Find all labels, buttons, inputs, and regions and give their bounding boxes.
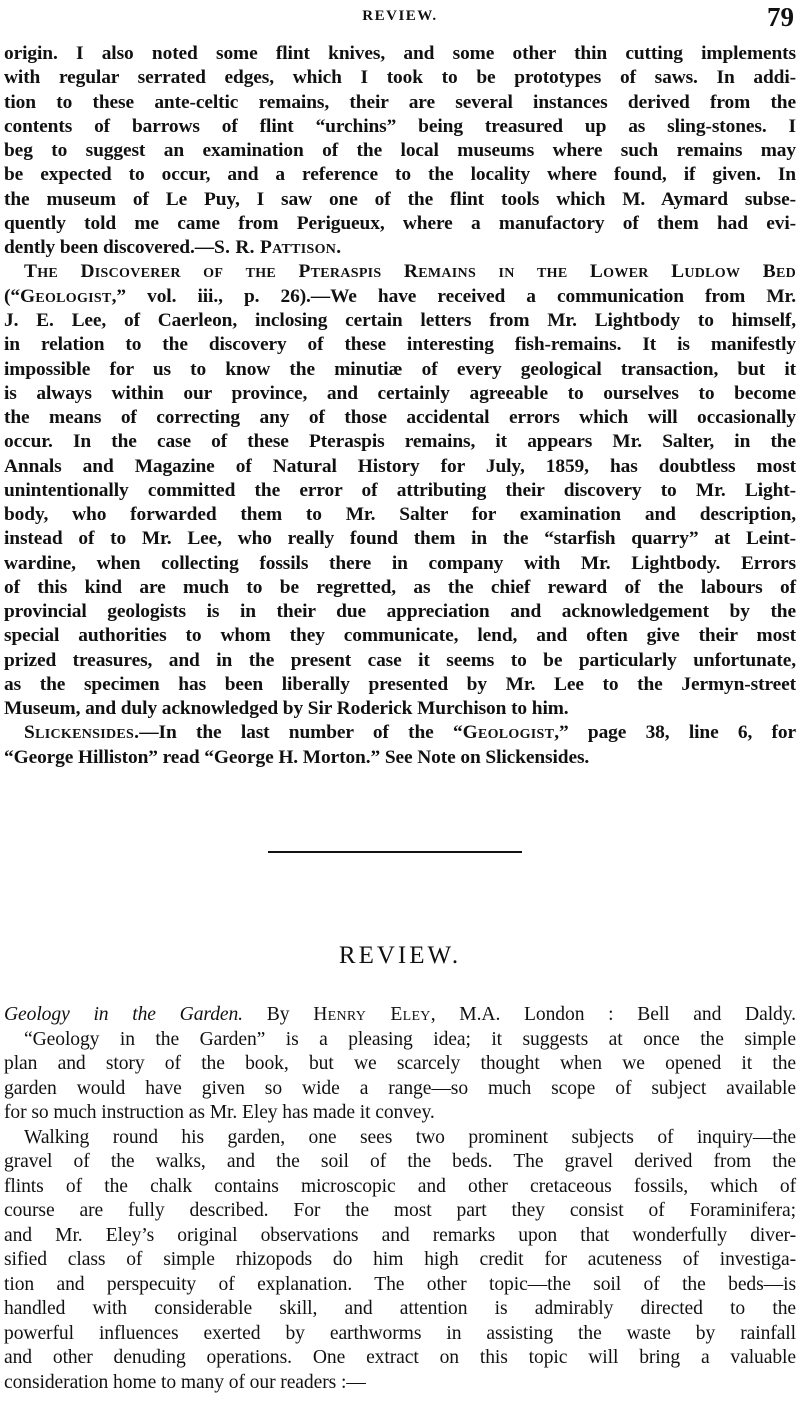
running-title: REVIEW.	[362, 8, 438, 24]
text-line: and other denuding operations. One extract on this topic will bring a valuable	[4, 1347, 796, 1368]
text-line: Walking round his garden, one sees two prominent subjects of inquiry—the	[24, 1127, 796, 1148]
book-citation	[4, 1003, 796, 1027]
section-title: REVIEW.	[338, 942, 462, 969]
text-line: “George Hilliston” read “George H. Morton.” See Note on Slickensides.	[4, 747, 590, 768]
open-quote: (“	[4, 286, 20, 307]
signature-line	[4, 236, 796, 260]
page-number: 79	[767, 2, 794, 32]
section-divider	[268, 851, 522, 853]
text-line: in relation to the discovery of these interesting fish-remains. It is manifestly	[4, 334, 796, 355]
text-line: body, who forwarded them to Mr. Salter for examination and description,	[4, 504, 796, 525]
text-line	[24, 721, 796, 745]
note-heading	[24, 260, 796, 284]
text-line: provincial geologists is in their due appreciation and acknowledgement by the	[4, 601, 796, 622]
text-line: prized treasures, and in the present case it seems to be particularly unfortunate,	[4, 650, 796, 671]
line-rest: ,” page 38, line 6, for	[554, 722, 796, 743]
text-line: plan and story of the book, but we scarcely thought when we opened it the	[4, 1053, 796, 1074]
publisher: London : Bell and Daldy.	[524, 1004, 796, 1025]
text-line: Museum, and duly acknowledged by Sir Roderick Murchison to him.	[4, 698, 569, 719]
pteraspis-heading: The Discoverer of the Pteraspis Remains in the Lower Ludlow Bed	[24, 261, 796, 282]
text-line: is always within our province, and certainly agreeable to ourselves to become	[4, 383, 796, 404]
text-line: special authorities to whom they communicate, lend, and often give their most	[4, 625, 796, 646]
text-line: consideration home to many of our readers :—	[4, 1372, 366, 1393]
by-label: By	[266, 1004, 290, 1025]
signature-prefix: dently been discovered.—	[4, 237, 214, 258]
text-line: unintentionally committed the error of attributing their discovery to Mr. Light-	[4, 480, 796, 501]
journal-name: Geologist	[462, 722, 555, 743]
text-line: for so much instruction as Mr. Eley has made it convey.	[4, 1102, 435, 1123]
book-author: Henry Eley	[313, 1004, 431, 1025]
running-head	[0, 2, 800, 32]
slickensides-heading: Slickensides.	[24, 722, 140, 743]
text-line: Annals and Magazine of Natural History for July, 1859, has doubtless most	[4, 456, 796, 477]
text-line: gravel of the walks, and the soil of the beds. The gravel derived from the	[4, 1151, 796, 1172]
text-line: sified class of simple rhizopods do him high credit for acuteness of investiga-	[4, 1249, 796, 1270]
text-line: and Mr. Eley’s original observations and remarks upon that wonderfully diver-	[4, 1225, 796, 1246]
text-line: as the specimen has been liberally presented by Mr. Lee to the Jermyn-street	[4, 674, 796, 695]
author-degree: , M.A.	[430, 1004, 501, 1025]
text-line: “Geology in the Garden” is a pleasing idea; it suggests at once the simple	[24, 1029, 796, 1050]
line-rest: ,” vol. iii., p. 26).—We have received a communication from Mr.	[111, 286, 796, 307]
text-line	[4, 285, 796, 309]
line-rest: —In the last number of the “	[139, 722, 463, 743]
text-line: J. E. Lee, of Caerleon, inclosing certain letters from Mr. Lightbody to himself,	[4, 310, 796, 331]
text-line: tion and perspecuity of explanation. The other topic—the soil of the beds—is	[4, 1274, 796, 1295]
journal-name: Geologist	[19, 286, 112, 307]
text-line: beg to suggest an examination of the local museums where such remains may	[4, 140, 796, 161]
text-line: course are fully described. For the most part they consist of Foraminifera;	[4, 1200, 796, 1221]
text-line: of this kind are much to be regretted, as the chief reward of the labours of	[4, 577, 796, 598]
text-line: be expected to occur, and a reference to the locality where found, if given. In	[4, 164, 796, 185]
text-line: contents of barrows of flint “urchins” being treasured up as sling-stones. I	[4, 116, 796, 137]
text-line: tion to these ante-celtic remains, their are several instances derived from the	[4, 92, 796, 113]
text-line: impossible for us to know the minutiæ of every geological transaction, but it	[4, 359, 796, 380]
text-line: powerful influences exerted by earthworms in assisting the waste by rainfall	[4, 1323, 796, 1344]
text-line: garden would have given so wide a range—so much scope of subject available	[4, 1078, 796, 1099]
text-line: flints of the chalk contains microscopic and other cretaceous fossils, which of	[4, 1176, 796, 1197]
text-line: origin. I also noted some flint knives, and some other thin cutting implements	[4, 43, 796, 64]
author-signature: S. R. Pattison.	[214, 237, 342, 258]
text-line: occur. In the case of these Pteraspis remains, it appears Mr. Salter, in the	[4, 431, 796, 452]
text-line: quently told me came from Perigueux, where a manufactory of them had evi-	[4, 213, 796, 234]
text-line: instead of to Mr. Lee, who really found them in the “starfish quarry” at Leint-	[4, 528, 796, 549]
text-line: the means of correcting any of those accidental errors which will occasionally	[4, 407, 796, 428]
text-line: the museum of Le Puy, I saw one of the flint tools which M. Aymard subse-	[4, 189, 796, 210]
text-line: with regular serrated edges, which I took to be prototypes of saws. In addi-	[4, 67, 796, 88]
text-line: wardine, when collecting fossils there in company with Mr. Lightbody. Errors	[4, 553, 796, 574]
book-title: Geology in the Garden.	[4, 1004, 243, 1025]
text-line: handled with considerable skill, and attention is admirably directed to the	[4, 1298, 796, 1319]
